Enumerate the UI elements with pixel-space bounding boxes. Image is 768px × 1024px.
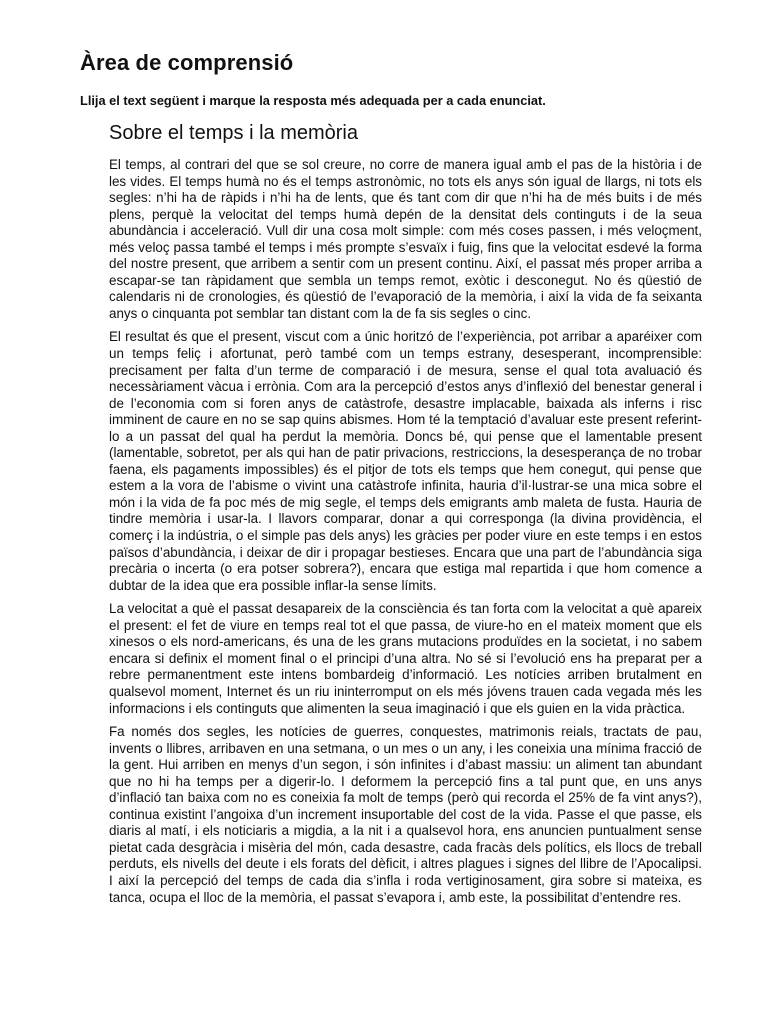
section-title: Àrea de comprensió bbox=[80, 50, 294, 75]
article-paragraph-4: Fa només dos segles, les notícies de guerres, conquestes, matrimonis reials, tractats de pau, invents o llibres, arribaven en una setmana, o un mes o un any, i les coneixia una mínima fracció de la gent. Hui arriben en menys d’un segon, i són infinites i d’abast massiu: un aliment tan abundant que no hi ha temps per a digerir-lo. I deformem la percepció fins a tal punt que, en uns anys d’inflació tan baixa com no es coneixia fa molt de temps (però qui recorda el 25% de fa vint anys?), continua existint l’angoixa d’un increment insuportable del cost de la vida. Passe el que passe, els diaris al matí, i els noticiaris a migdia, a la nit i a qualsevol hora, ens anuncien puntualment sense pietat cada desgràcia i misèria del món, cada desastre, cada fracàs dels polítics, els llocs de treball perduts, els nivells del deute i els forats del dèficit, i altres plagues i signes del llibre de l’Apocalipsi. I així la percepció del temps de cada dia s’infla i roda vertiginosament, gira sobre si mateixa, es tanca, ocupa el lloc de la memòria, el passat s’evapora i, amb este, la possibilitat d’entendre res. bbox=[109, 724, 702, 905]
article-paragraph-1: El temps, al contrari del que se sol creure, no corre de manera igual amb el pas de la història i de les vides. El temps humà no és el temps astronòmic, no tots els anys són igual de llargs, ni tots els segles: n’hi ha de ràpids i n’hi ha de lents, que és tant com dir que n’hi ha de més buits i de més plens, perquè la velocitat del temps humà depén de la densitat dels continguts i de la seua abundància i acceleració. Vull dir una cosa molt simple: com més coses passen, i més veloçment, més veloç passa també el temps i més prompte s’esvaïx i fuig, fins que la velocitat esdevé la forma del nostre present, que arribem a sentir com un present continu. Així, el passat més proper arriba a escapar-se tan ràpidament que sembla un temps remot, exòtic i desconegut. No és qüestió de calendaris ni de cronologies, és qüestió de l’evaporació de la memòria, i així la vida de fa seixanta anys o cinquanta pot semblar tan distant com la de fa sis segles o cinc. bbox=[109, 157, 702, 321]
article bbox=[109, 120, 702, 913]
article-paragraph-3: La velocitat a què el passat desapareix de la consciència és tan forta com la velocitat a què apareix el present: el fet de viure en temps real tot el que passa, de viure-ho en el mateix moment que els xinesos o els nord-americans, és una de les grans mutacions produïdes en la societat, i no sabem encara si definix el moment final o el principi d’una altra. No sé si l’evolució ens ha preparat per a rebre permanentment este intens bombardeig d’informació. Les notícies arriben brutalment en qualsevol moment, Internet és un riu ininterromput on els més jóvens trauen cada vegada més les informacions i els continguts que alimenten la seua imaginació i que els guien en la vida pràctica. bbox=[109, 601, 702, 716]
article-paragraph-2: El resultat és que el present, viscut com a únic horitzó de l’experiència, pot arribar a aparéixer com un temps feliç i afortunat, però també com un temps estrany, desesperant, incomprensible: precisament per falta d’un terme de comparació i de mesura, sense el qual tota avaluació és necessàriament vàcua i errònia. Com ara la percepció d’estos anys d’inflexió del benestar general i de l’economia com si foren anys de catàstrofe, desastre implacable, baixada als inferns i risc imminent de caure en no se sap quins abismes. Hom té la temptació d’avaluar este present referint-lo a un passat del qual ha perdut la memòria. Doncs bé, qui pense que el lamentable present (lamentable, sobretot, per als qui han de patir privacions, restriccions, la desesperança de no trobar faena, els pagaments impossibles) és el pitjor de tots els temps que hem conegut, qui pense que estem a la vora de l’abisme o vivint una catàstrofe infinita, hauria d’il·lustrar-se una mica sobre el món i la vida de fa poc més de mig segle, el temps dels emigrants amb maleta de fusta. Hauria de tindre memòria i usar-la. I llavors comparar, donar a qui corresponga (la divina providència, el comerç i la indústria, o el simple pas dels anys) les gràcies per poder viure en este temps i en estos països d’abundància, i deixar de dir i propagar bestieses. Encara que una part de l’abundància siga precària o incerta (o era potser sobrera?), encara que estiga mal repartida i que hom comence a dubtar de la idea que era possible inflar-la sense límits. bbox=[109, 329, 702, 593]
instruction-text: Llija el text següent i marque la resposta més adequada per a cada enunciat. bbox=[80, 93, 546, 108]
article-title: Sobre el temps i la memòria bbox=[109, 122, 358, 144]
